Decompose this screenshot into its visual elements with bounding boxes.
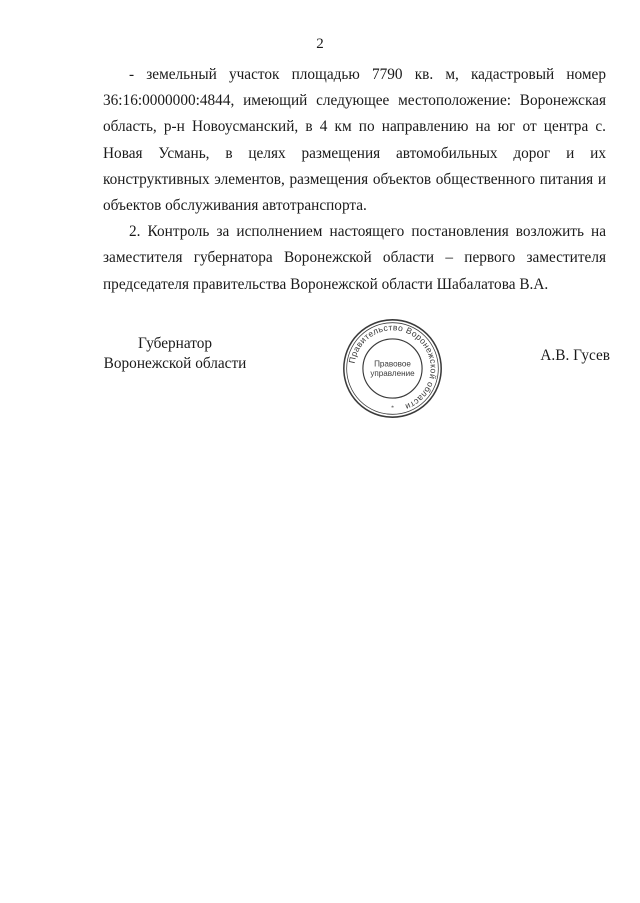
signatory-name: А.В. Гусев: [540, 347, 610, 364]
signatory-title-line2: Воронежской области: [103, 355, 247, 372]
stamp-seal-icon: [340, 316, 445, 421]
paragraph-land-plot: - земельный участок площадью 7790 кв. м, кадастровый номер 36:16:0000000:4844, имеющий следующее местоположение: Воронежская область, р-н Новоусманский, в 4 км по направлению на юг от центра с. Новая Усмань, в целях размещения автомобильных дорог и их конструктивных элементов, размещения объектов общественного питания и объектов обслуживания автотранспорта.: [103, 66, 606, 215]
stamp-center-line2: управление: [370, 369, 415, 379]
document-body: [103, 62, 606, 298]
stamp-ring-text: Правительство Воронежской области: [346, 322, 439, 413]
stamp-star-icon: *: [391, 405, 394, 412]
signatory-title-line1: Губернатор: [137, 335, 213, 352]
paragraph-control: 2. Контроль за исполнением настоящего постановления возложить на заместителя губернатора Воронежской области – первого заместителя председателя правительства Воронежской области Шабалатова В.А.: [103, 223, 606, 293]
page-number: 2: [316, 36, 324, 52]
official-stamp: [340, 316, 445, 421]
stamp-center-line1: Правовое: [374, 359, 411, 369]
signatory-title: [100, 334, 250, 374]
